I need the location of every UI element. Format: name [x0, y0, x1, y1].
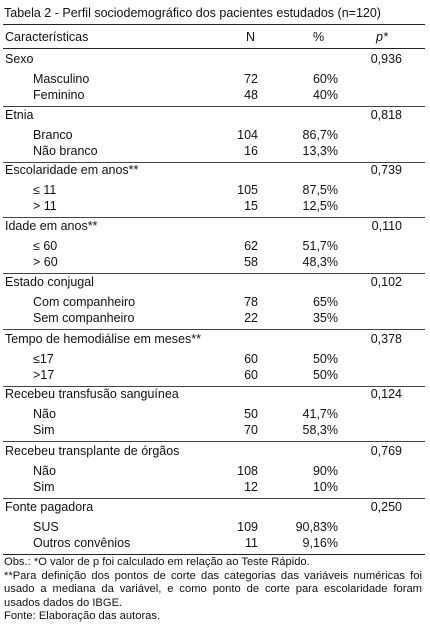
row-percent: 87,5%: [302, 183, 338, 197]
group-label: Estado conjugal: [5, 275, 94, 289]
row-label: Sem companheiro: [33, 311, 135, 325]
row-n: 12: [244, 480, 258, 494]
row-label: Sim: [33, 480, 55, 494]
header-percent: %: [313, 30, 325, 44]
row-percent: 41,7%: [302, 407, 338, 421]
note-obs: Obs.: *O valor de p foi calculado em relação ao Teste Rápido.: [4, 556, 310, 568]
row-label: Feminino: [33, 88, 85, 102]
group-label: Tempo de hemodiálise em meses**: [5, 332, 201, 346]
header-n: N: [246, 30, 256, 44]
row-label: Com companheiro: [33, 295, 136, 309]
row-percent: 90,83%: [295, 520, 338, 534]
row-n: 60: [244, 368, 258, 382]
row-label: Não: [33, 464, 56, 478]
row-n: 70: [244, 423, 258, 437]
row-label: Sim: [33, 423, 55, 437]
group-p-value: 0,739: [370, 163, 402, 177]
group-p-value: 0,250: [370, 500, 402, 514]
note-cutoff: **Para definição dos pontos de corte das categorias das variáveis numéricas foi usado a mediana da variável, e como ponto de corte para escolaridade foram usados dados do IBGE.: [4, 569, 422, 609]
row-label: >17: [33, 368, 55, 382]
row-label: > 11: [33, 199, 57, 213]
row-percent: 9,16%: [302, 536, 338, 550]
row-n: 72: [244, 72, 258, 86]
row-label: Outros convênios: [33, 536, 131, 550]
group-label: Recebeu transfusão sanguínea: [5, 387, 179, 401]
group-p-value: 0,110: [371, 219, 402, 233]
row-percent: 51,7%: [302, 239, 338, 253]
header-p-value: p*: [376, 30, 388, 44]
row-n: 58: [244, 255, 258, 269]
row-n: 60: [244, 352, 258, 366]
row-n: 48: [244, 88, 258, 102]
row-label: ≤17: [33, 352, 54, 366]
row-label: Não branco: [33, 144, 98, 158]
row-percent: 86,7%: [302, 128, 338, 142]
note-source: Fonte: Elaboração das autoras.: [4, 610, 161, 622]
group-p-value: 0,378: [370, 332, 402, 346]
table-top-rule: [3, 24, 425, 25]
row-percent: 10%: [312, 480, 338, 494]
group-p-value: 0,769: [370, 444, 402, 458]
row-percent: 65%: [312, 295, 338, 309]
group-divider: [3, 273, 425, 274]
table-notes: [4, 556, 422, 624]
table-caption: Tabela 2 - Perfil sociodemográfico dos pacientes estudados (n=120): [4, 6, 381, 20]
row-percent: 90%: [312, 464, 338, 478]
group-label: Recebeu transplante de órgãos: [5, 444, 180, 458]
row-n: 62: [244, 239, 258, 253]
row-n: 16: [244, 144, 258, 158]
row-label: Branco: [33, 128, 73, 142]
row-n: 104: [237, 128, 258, 142]
row-percent: 48,3%: [302, 255, 338, 269]
table-bottom-rule: [3, 554, 425, 555]
group-label: Etnia: [5, 108, 34, 122]
row-n: 109: [237, 520, 258, 534]
group-divider: [3, 498, 425, 499]
row-percent: 50%: [312, 368, 338, 382]
row-n: 11: [245, 536, 258, 550]
group-divider: [3, 441, 425, 442]
row-n: 15: [244, 199, 258, 213]
group-label: Escolaridade em anos**: [5, 163, 139, 177]
row-label: SUS: [33, 520, 59, 534]
header-rule: [3, 48, 425, 49]
group-p-value: 0,124: [370, 387, 402, 401]
row-n: 22: [244, 311, 258, 325]
group-p-value: 0,936: [370, 52, 402, 66]
group-label: Idade em anos**: [5, 219, 98, 233]
row-percent: 40%: [312, 88, 338, 102]
row-percent: 12,5%: [302, 199, 338, 213]
row-n: 50: [244, 407, 258, 421]
group-divider: [3, 106, 425, 107]
row-percent: 35%: [312, 311, 338, 325]
group-p-value: 0,102: [370, 275, 402, 289]
row-percent: 13,3%: [302, 144, 338, 158]
group-divider: [3, 329, 425, 330]
group-label: Fonte pagadora: [5, 500, 94, 514]
row-percent: 58,3%: [302, 423, 338, 437]
row-label: ≤ 11: [33, 183, 57, 197]
row-label: Não: [33, 407, 56, 421]
group-p-value: 0,818: [370, 108, 402, 122]
row-n: 108: [237, 464, 258, 478]
row-percent: 60%: [312, 72, 338, 86]
row-percent: 50%: [312, 352, 338, 366]
header-characteristics: Características: [5, 30, 89, 44]
row-label: > 60: [33, 255, 58, 269]
row-n: 78: [244, 295, 258, 309]
row-label: Masculino: [33, 72, 90, 86]
group-label: Sexo: [5, 52, 34, 66]
row-n: 105: [237, 183, 258, 197]
group-divider: [3, 217, 425, 218]
row-label: ≤ 60: [33, 239, 58, 253]
